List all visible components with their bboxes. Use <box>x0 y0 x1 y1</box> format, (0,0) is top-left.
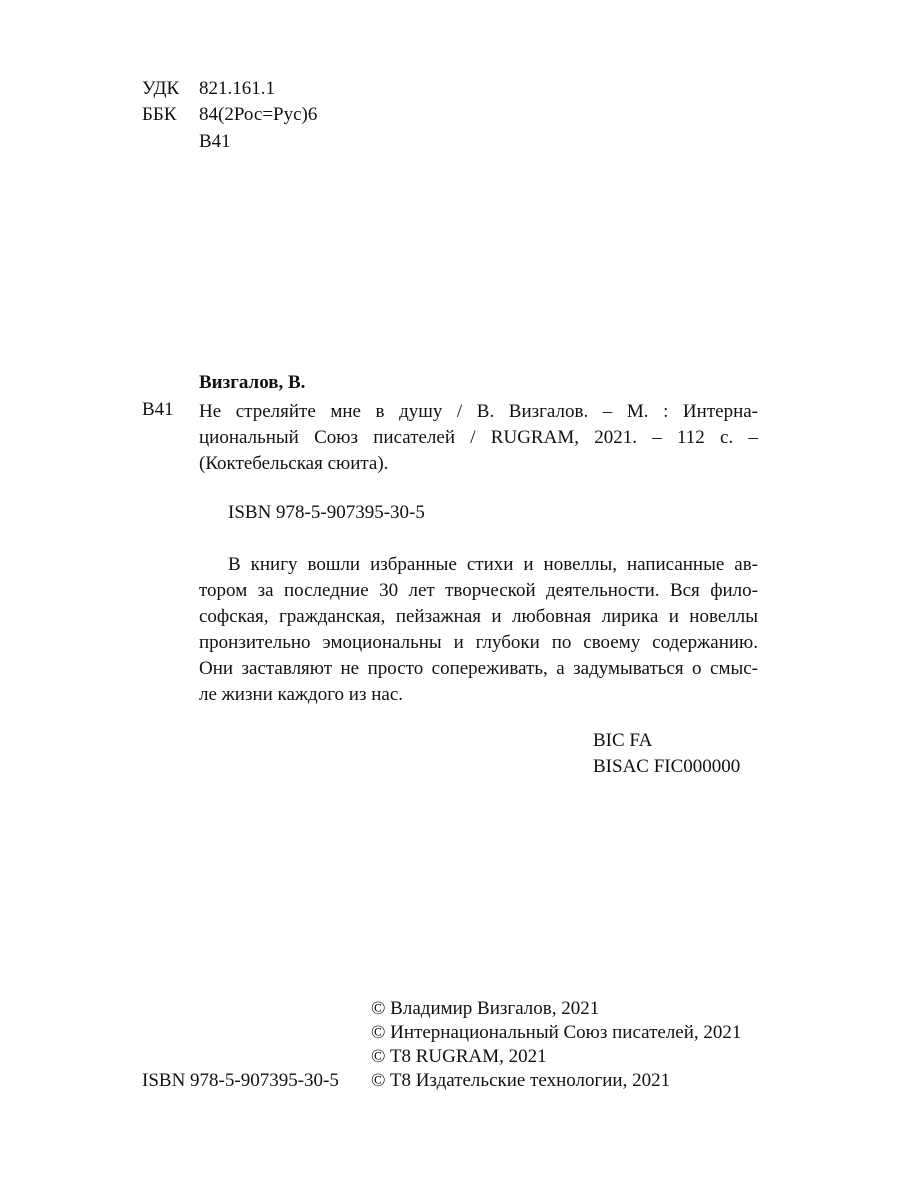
copyright-line: © Владимир Визгалов, 2021 <box>371 998 600 1019</box>
catalog-isbn: ISBN 978-5-907395-30-5 <box>228 502 425 523</box>
annotation-line: софская, гражданская, пейзажная и любовная лирика и новеллы <box>199 606 758 627</box>
description-line: циональный Союз писателей / RUGRAM, 2021. – 112 с. – <box>199 427 758 448</box>
author-mark: В41 <box>199 131 231 152</box>
bbk-label: ББК <box>142 104 177 125</box>
description-line: Не стреляйте мне в душу / В. Визгалов. – М. : Интерна- <box>199 401 758 422</box>
author-heading: Визгалов, В. <box>199 372 306 393</box>
udk-label: УДК <box>142 78 180 99</box>
annotation-line: пронзительно эмоциональны и глубоки по своему содержанию. <box>199 632 758 653</box>
annotation-line: Они заставляют не просто сопереживать, а задумываться о смыс- <box>199 658 758 679</box>
bbk-value: 84(2Рос=Рус)6 <box>199 104 318 125</box>
footer-isbn: ISBN 978-5-907395-30-5 <box>142 1070 339 1091</box>
catalog-mark: В41 <box>142 399 174 420</box>
bisac-code: BISAC FIC000000 <box>593 756 741 777</box>
copyright-line: © Интернациональный Союз писателей, 2021 <box>371 1022 742 1043</box>
description-line: (Коктебельская сюита). <box>199 453 389 474</box>
copyright-line: © T8 Издательские технологии, 2021 <box>371 1070 671 1091</box>
annotation-line: тором за последние 30 лет творческой деятельности. Вся фило- <box>199 580 758 601</box>
annotation-line: В книгу вошли избранные стихи и новеллы, написанные ав- <box>228 554 758 575</box>
bic-code: BIC FA <box>593 730 653 751</box>
udk-value: 821.161.1 <box>199 78 275 99</box>
copyright-line: © T8 RUGRAM, 2021 <box>371 1046 547 1067</box>
annotation-line: ле жизни каждого из нас. <box>199 684 403 705</box>
